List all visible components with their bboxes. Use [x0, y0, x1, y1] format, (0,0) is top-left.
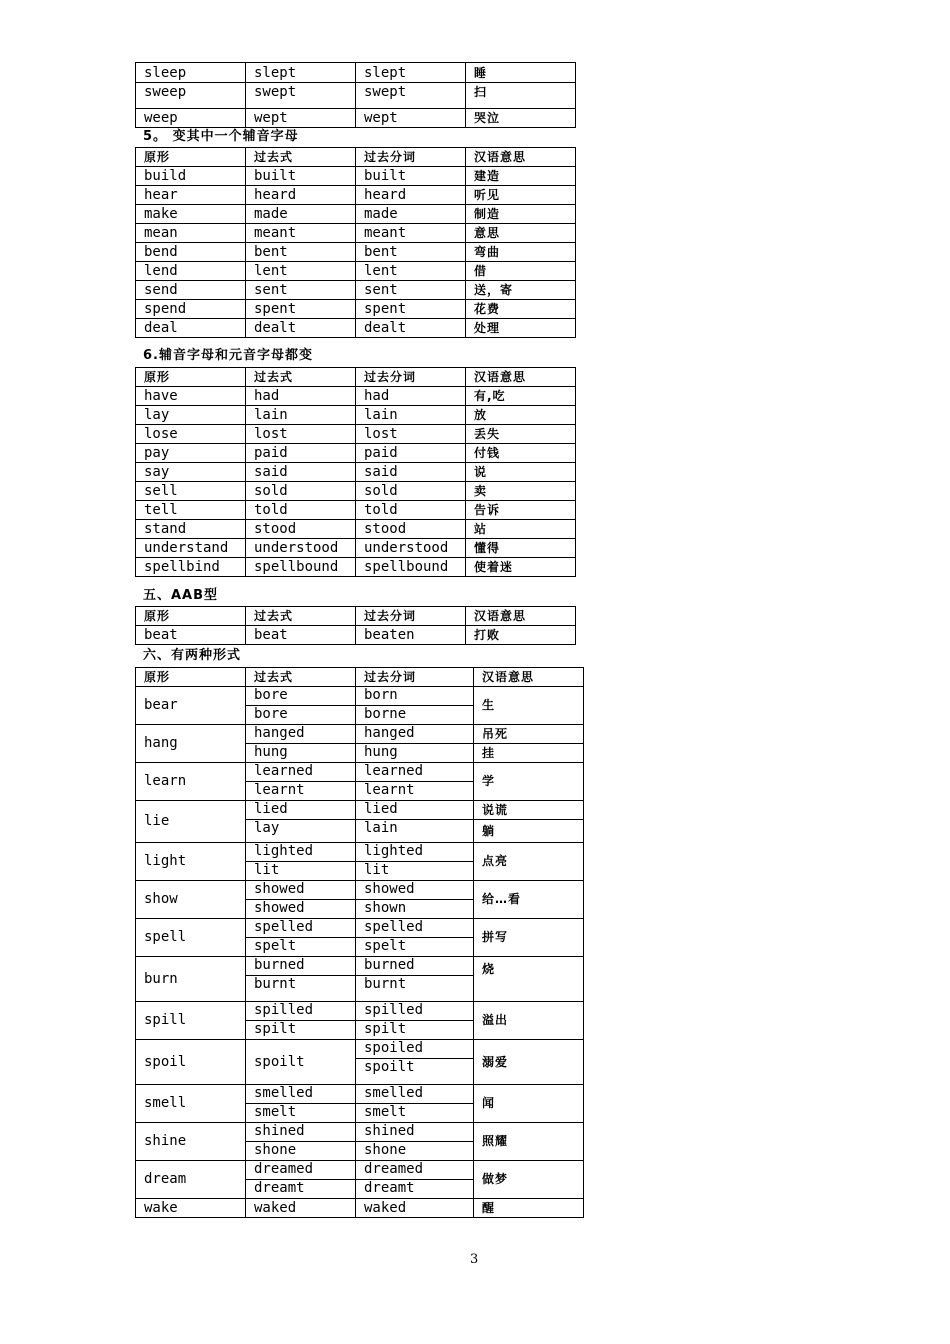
meaning-cell: 扫	[466, 83, 576, 109]
past-participle-cell: dreamed	[356, 1161, 474, 1180]
past-participle-cell: spent	[356, 300, 466, 319]
past-participle-cell: said	[356, 463, 466, 482]
base-form-cell: stand	[136, 520, 246, 539]
past-participle-cell: spoiled	[356, 1040, 474, 1059]
base-form-cell: spoil	[136, 1040, 246, 1085]
table-row	[136, 186, 576, 205]
table-row	[136, 243, 576, 262]
past-tense-cell: smelled	[246, 1085, 356, 1104]
table-row	[136, 482, 576, 501]
past-participle-cell: spilt	[356, 1021, 474, 1040]
meaning-cell: 说谎	[474, 801, 584, 820]
past-tense-cell: learned	[246, 763, 356, 782]
past-participle-cell: meant	[356, 224, 466, 243]
past-tense-cell: spent	[246, 300, 356, 319]
table-row	[136, 520, 576, 539]
meaning-cell: 懂得	[466, 539, 576, 558]
table-row	[136, 501, 576, 520]
meaning-cell: 睡	[466, 63, 576, 83]
meaning-cell: 挂	[474, 744, 584, 763]
table-row	[136, 319, 576, 338]
table-row	[136, 1199, 584, 1218]
past-tense-cell: made	[246, 205, 356, 224]
past-tense-cell: lit	[246, 862, 356, 881]
meaning-cell: 意思	[466, 224, 576, 243]
past-tense-cell: sold	[246, 482, 356, 501]
past-participle-cell: hanged	[356, 725, 474, 744]
past-participle-cell: showed	[356, 881, 474, 900]
past-participle-cell: waked	[356, 1199, 474, 1218]
table-row	[136, 463, 576, 482]
past-participle-cell: spelled	[356, 919, 474, 938]
past-tense-header: 过去式	[246, 607, 356, 626]
base-form-cell: make	[136, 205, 246, 224]
meaning-cell: 醒	[474, 1199, 584, 1218]
verb-table-aab	[135, 606, 576, 645]
past-tense-cell: bore	[246, 687, 356, 706]
table-row	[136, 224, 576, 243]
table-row	[136, 205, 576, 224]
base-form-cell: beat	[136, 626, 246, 645]
past-tense-header: 过去式	[246, 668, 356, 687]
table-row	[136, 300, 576, 319]
table-row	[136, 957, 584, 976]
meaning-cell: 放	[466, 406, 576, 425]
meaning-cell: 吊死	[474, 725, 584, 744]
past-tense-cell: meant	[246, 224, 356, 243]
meaning-cell: 说	[466, 463, 576, 482]
past-tense-cell: lighted	[246, 843, 356, 862]
past-participle-cell: made	[356, 205, 466, 224]
meaning-cell: 溺爱	[474, 1040, 584, 1085]
base-form-cell: hear	[136, 186, 246, 205]
past-participle-cell: lied	[356, 801, 474, 820]
past-tense-cell: dreamed	[246, 1161, 356, 1180]
past-participle-cell: slept	[356, 63, 466, 83]
past-tense-cell: lied	[246, 801, 356, 820]
past-participle-cell: lent	[356, 262, 466, 281]
meaning-cell: 给…看	[474, 881, 584, 919]
base-form-cell: say	[136, 463, 246, 482]
base-form-cell: smell	[136, 1085, 246, 1123]
past-tense-cell: heard	[246, 186, 356, 205]
past-tense-cell: spilt	[246, 1021, 356, 1040]
past-tense-cell: said	[246, 463, 356, 482]
base-form-cell: wake	[136, 1199, 246, 1218]
past-tense-cell: spoilt	[246, 1040, 356, 1085]
table-row	[136, 687, 584, 706]
section-heading: 五、AAB型	[143, 588, 219, 603]
past-tense-cell: lost	[246, 425, 356, 444]
base-form-cell: lend	[136, 262, 246, 281]
meaning-cell: 弯曲	[466, 243, 576, 262]
base-form-cell: understand	[136, 539, 246, 558]
verb-table-top	[135, 62, 576, 128]
past-participle-cell: lain	[356, 820, 474, 843]
table-row	[136, 801, 584, 820]
past-participle-cell: burned	[356, 957, 474, 976]
table-row	[136, 444, 576, 463]
base-form-cell: learn	[136, 763, 246, 801]
table-header-row	[136, 148, 576, 167]
section-heading: 6.辅音字母和元音字母都变	[143, 348, 313, 363]
table-row	[136, 63, 576, 83]
past-participle-cell: hung	[356, 744, 474, 763]
meaning-cell: 借	[466, 262, 576, 281]
past-participle-cell: sent	[356, 281, 466, 300]
page-number: 3	[470, 1252, 479, 1267]
past-tense-cell: understood	[246, 539, 356, 558]
past-tense-header: 过去式	[246, 368, 356, 387]
table-row	[136, 387, 576, 406]
table-row	[136, 425, 576, 444]
base-form-cell: pay	[136, 444, 246, 463]
past-tense-cell: bore	[246, 706, 356, 725]
past-tense-cell: hanged	[246, 725, 356, 744]
past-tense-cell: spilled	[246, 1002, 356, 1021]
past-participle-cell: sold	[356, 482, 466, 501]
past-tense-cell: beat	[246, 626, 356, 645]
meaning-cell: 生	[474, 687, 584, 725]
section-heading: 5。 变其中一个辅音字母	[143, 129, 299, 144]
meaning-cell: 建造	[466, 167, 576, 186]
table-row	[136, 843, 584, 862]
past-participle-cell: shone	[356, 1142, 474, 1161]
base-form-cell: send	[136, 281, 246, 300]
meaning-cell: 哭泣	[466, 109, 576, 128]
base-form-header: 原形	[136, 668, 246, 687]
meaning-cell: 溢出	[474, 1002, 584, 1040]
past-tense-cell: lent	[246, 262, 356, 281]
past-participle-cell: spoilt	[356, 1059, 474, 1085]
past-tense-cell: learnt	[246, 782, 356, 801]
past-participle-cell: swept	[356, 83, 466, 109]
past-tense-cell: paid	[246, 444, 356, 463]
meaning-cell: 做梦	[474, 1161, 584, 1199]
meaning-cell: 照耀	[474, 1123, 584, 1161]
past-tense-cell: showed	[246, 900, 356, 919]
table-row	[136, 109, 576, 128]
meaning-cell: 处理	[466, 319, 576, 338]
table-row	[136, 406, 576, 425]
meaning-header: 汉语意思	[474, 668, 584, 687]
table-row	[136, 1161, 584, 1180]
past-tense-cell: burnt	[246, 976, 356, 1002]
past-participle-cell: shined	[356, 1123, 474, 1142]
past-tense-cell: bent	[246, 243, 356, 262]
meaning-cell: 躺	[474, 820, 584, 843]
verb-table-two-forms	[135, 667, 584, 1218]
past-participle-cell: born	[356, 687, 474, 706]
past-tense-cell: built	[246, 167, 356, 186]
past-tense-cell: told	[246, 501, 356, 520]
meaning-cell: 告诉	[466, 501, 576, 520]
table-row	[136, 919, 584, 938]
meaning-cell: 付钱	[466, 444, 576, 463]
past-participle-cell: spellbound	[356, 558, 466, 577]
meaning-cell: 丢失	[466, 425, 576, 444]
past-tense-cell: dealt	[246, 319, 356, 338]
past-tense-cell: showed	[246, 881, 356, 900]
past-participle-cell: smelled	[356, 1085, 474, 1104]
past-participle-cell: spilled	[356, 1002, 474, 1021]
past-participle-cell: built	[356, 167, 466, 186]
past-participle-header: 过去分词	[356, 668, 474, 687]
base-form-cell: sweep	[136, 83, 246, 109]
past-tense-cell: stood	[246, 520, 356, 539]
past-tense-cell: spelt	[246, 938, 356, 957]
base-form-header: 原形	[136, 368, 246, 387]
table-row	[136, 626, 576, 645]
table-row	[136, 281, 576, 300]
table-row	[136, 1002, 584, 1021]
past-tense-cell: hung	[246, 744, 356, 763]
meaning-cell: 点亮	[474, 843, 584, 881]
past-tense-cell: shined	[246, 1123, 356, 1142]
table-header-row	[136, 668, 584, 687]
past-participle-cell: burnt	[356, 976, 474, 1002]
past-tense-cell: sent	[246, 281, 356, 300]
past-participle-cell: heard	[356, 186, 466, 205]
base-form-cell: sell	[136, 482, 246, 501]
base-form-cell: lie	[136, 801, 246, 843]
table-row	[136, 83, 576, 109]
meaning-cell: 拼写	[474, 919, 584, 957]
past-participle-header: 过去分词	[356, 368, 466, 387]
base-form-cell: spend	[136, 300, 246, 319]
past-participle-cell: told	[356, 501, 466, 520]
meaning-cell: 卖	[466, 482, 576, 501]
base-form-cell: tell	[136, 501, 246, 520]
meaning-cell: 制造	[466, 205, 576, 224]
past-participle-cell: dreamt	[356, 1180, 474, 1199]
past-participle-cell: had	[356, 387, 466, 406]
table-row	[136, 1040, 584, 1059]
verb-table-section6	[135, 367, 576, 577]
base-form-cell: light	[136, 843, 246, 881]
past-tense-cell: spelled	[246, 919, 356, 938]
past-participle-cell: spelt	[356, 938, 474, 957]
meaning-header: 汉语意思	[466, 607, 576, 626]
past-tense-cell: burned	[246, 957, 356, 976]
past-tense-cell: shone	[246, 1142, 356, 1161]
base-form-cell: hang	[136, 725, 246, 763]
base-form-cell: sleep	[136, 63, 246, 83]
past-tense-cell: slept	[246, 63, 356, 83]
past-participle-cell: lighted	[356, 843, 474, 862]
base-form-cell: deal	[136, 319, 246, 338]
base-form-cell: lay	[136, 406, 246, 425]
past-participle-cell: shown	[356, 900, 474, 919]
past-tense-cell: lay	[246, 820, 356, 843]
base-form-cell: have	[136, 387, 246, 406]
past-participle-cell: learnt	[356, 782, 474, 801]
meaning-cell: 使着迷	[466, 558, 576, 577]
base-form-cell: bear	[136, 687, 246, 725]
table-row	[136, 262, 576, 281]
meaning-cell: 听见	[466, 186, 576, 205]
past-tense-cell: swept	[246, 83, 356, 109]
table-row	[136, 558, 576, 577]
table-row	[136, 539, 576, 558]
base-form-cell: burn	[136, 957, 246, 1002]
past-participle-cell: beaten	[356, 626, 466, 645]
verb-table-section5	[135, 147, 576, 338]
past-tense-cell: smelt	[246, 1104, 356, 1123]
base-form-cell: bend	[136, 243, 246, 262]
past-participle-cell: learned	[356, 763, 474, 782]
meaning-cell: 有,吃	[466, 387, 576, 406]
base-form-cell: mean	[136, 224, 246, 243]
base-form-header: 原形	[136, 607, 246, 626]
table-header-row	[136, 607, 576, 626]
table-header-row	[136, 368, 576, 387]
past-tense-cell: spellbound	[246, 558, 356, 577]
section-heading: 六、有两种形式	[143, 648, 242, 663]
past-tense-header: 过去式	[246, 148, 356, 167]
past-participle-cell: borne	[356, 706, 474, 725]
past-participle-cell: lit	[356, 862, 474, 881]
table-row	[136, 167, 576, 186]
table-row	[136, 725, 584, 744]
table-row	[136, 1085, 584, 1104]
past-participle-cell: lain	[356, 406, 466, 425]
base-form-cell: build	[136, 167, 246, 186]
past-participle-cell: wept	[356, 109, 466, 128]
table-row	[136, 881, 584, 900]
base-form-cell: spell	[136, 919, 246, 957]
past-participle-cell: smelt	[356, 1104, 474, 1123]
base-form-cell: shine	[136, 1123, 246, 1161]
past-participle-header: 过去分词	[356, 148, 466, 167]
table-row	[136, 1123, 584, 1142]
past-participle-header: 过去分词	[356, 607, 466, 626]
table-row	[136, 763, 584, 782]
base-form-cell: spellbind	[136, 558, 246, 577]
base-form-cell: weep	[136, 109, 246, 128]
meaning-cell: 送，寄	[466, 281, 576, 300]
past-participle-cell: dealt	[356, 319, 466, 338]
past-tense-cell: waked	[246, 1199, 356, 1218]
meaning-header: 汉语意思	[466, 368, 576, 387]
past-participle-cell: stood	[356, 520, 466, 539]
base-form-cell: lose	[136, 425, 246, 444]
base-form-cell: spill	[136, 1002, 246, 1040]
past-participle-cell: paid	[356, 444, 466, 463]
base-form-cell: dream	[136, 1161, 246, 1199]
meaning-cell: 打败	[466, 626, 576, 645]
meaning-cell: 学	[474, 763, 584, 801]
past-tense-cell: lain	[246, 406, 356, 425]
past-participle-cell: lost	[356, 425, 466, 444]
past-tense-cell: dreamt	[246, 1180, 356, 1199]
past-tense-cell: had	[246, 387, 356, 406]
meaning-cell: 站	[466, 520, 576, 539]
past-participle-cell: bent	[356, 243, 466, 262]
past-participle-cell: understood	[356, 539, 466, 558]
meaning-header: 汉语意思	[466, 148, 576, 167]
base-form-header: 原形	[136, 148, 246, 167]
base-form-cell: show	[136, 881, 246, 919]
meaning-cell: 花费	[466, 300, 576, 319]
past-tense-cell: wept	[246, 109, 356, 128]
meaning-cell: 闻	[474, 1085, 584, 1123]
meaning-cell: 烧	[474, 957, 584, 1002]
